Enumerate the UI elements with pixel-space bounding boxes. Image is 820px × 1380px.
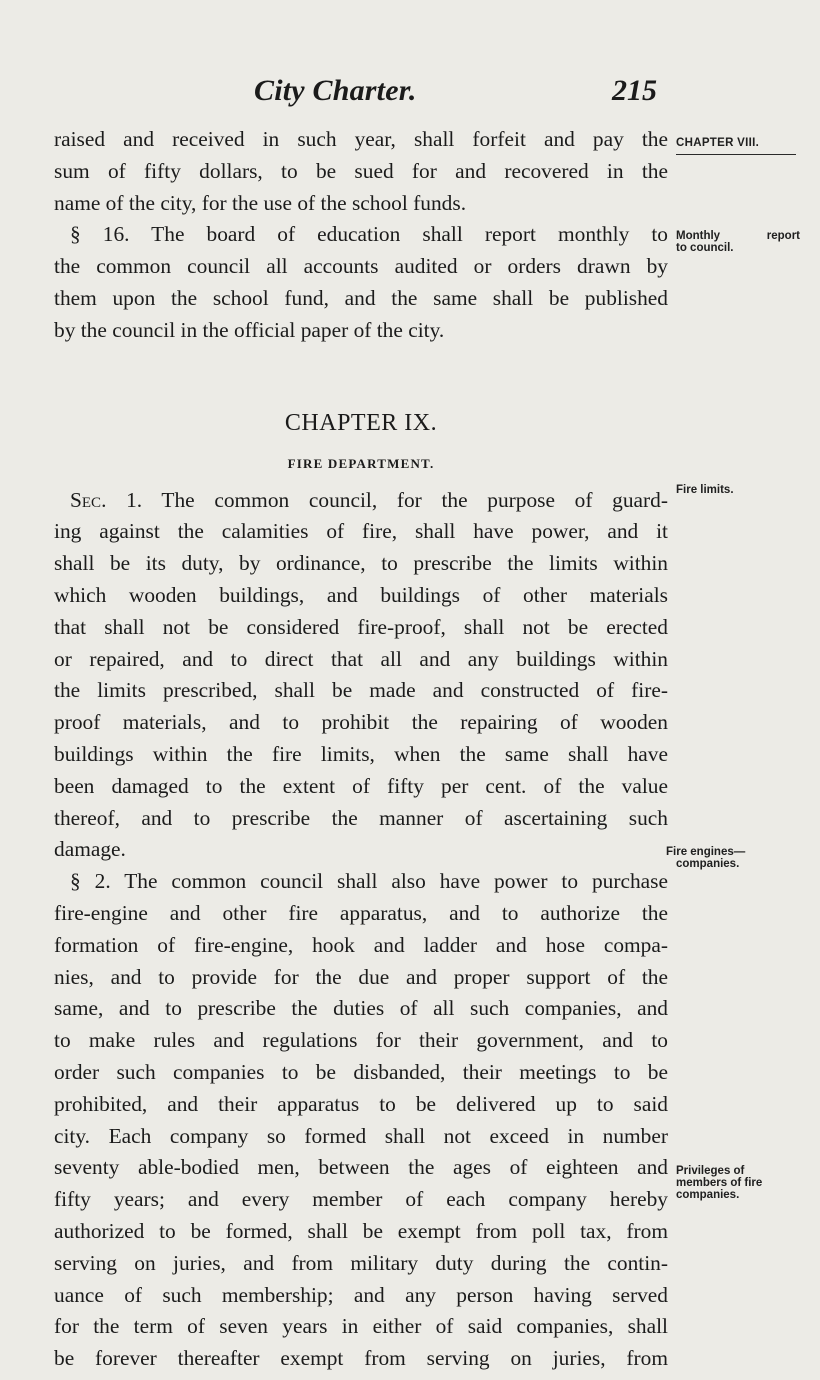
section-16 bbox=[54, 219, 668, 346]
text-line: serving on juries, and from military duty during the contin- bbox=[54, 1250, 668, 1275]
paragraph-continued bbox=[54, 124, 668, 219]
text-line: same, and to prescribe the duties of all such companies, and bbox=[54, 996, 668, 1021]
text-line: proof materials, and to prohibit the repairing of wooden bbox=[54, 710, 668, 735]
section-2 bbox=[54, 866, 668, 1375]
running-head bbox=[0, 74, 820, 114]
text-line: for the term of seven years in either of said companies, shall bbox=[54, 1314, 668, 1339]
text-line: fifty years; and every member of each company hereby bbox=[54, 1187, 668, 1212]
text-line: uance of such membership; and any person having served bbox=[54, 1282, 668, 1307]
text-line: or repaired, and to direct that all and any buildings within bbox=[54, 646, 668, 671]
text-line: fire-engine and other fire apparatus, and to authorize the bbox=[54, 900, 668, 925]
text-line: city. Each company so formed shall not exceed in number bbox=[54, 1123, 668, 1148]
text-line: to make rules and regulations for their government, and to bbox=[54, 1028, 668, 1053]
running-head-title: City Charter. bbox=[254, 74, 417, 107]
text-line: seventy able-bodied men, between the ages of eighteen and bbox=[54, 1155, 668, 1180]
margin-note-line: Monthly report bbox=[676, 230, 800, 242]
text-line: § 16. The board of education shall report monthly to bbox=[70, 222, 668, 247]
margin-note-fire-engines bbox=[666, 846, 802, 870]
text-run: 1. The common council, for the purpose of guard- bbox=[106, 487, 668, 512]
text-line: that shall not be considered fire-proof, shall not be erected bbox=[54, 614, 668, 639]
text-line: sum of fifty dollars, to be sued for and recovered in the bbox=[54, 158, 668, 183]
spacer bbox=[54, 347, 668, 403]
margin-note-line: Privileges of bbox=[676, 1165, 745, 1177]
text-line: which wooden buildings, and buildings of other materials bbox=[54, 582, 668, 607]
text-line: thereof, and to prescribe the manner of ascertaining such bbox=[54, 805, 668, 830]
text-line: order such companies to be disbanded, their meetings to be bbox=[54, 1059, 668, 1084]
margin-rule bbox=[676, 154, 796, 155]
text-line: by the council in the official paper of the city. bbox=[54, 317, 445, 342]
text-line: damage. bbox=[54, 837, 126, 862]
text-line: authorized to be formed, shall be exempt from poll tax, from bbox=[54, 1218, 668, 1243]
text-line: nies, and to provide for the due and proper support of the bbox=[54, 964, 668, 989]
section-1 bbox=[54, 485, 668, 867]
text-line: shall be its duty, by ordinance, to prescribe the limits within bbox=[54, 551, 668, 576]
chapter-heading: CHAPTER IX. bbox=[284, 409, 438, 436]
margin-chapter-reference: CHAPTER VIII. bbox=[676, 137, 760, 149]
text-line: § 2. The common council shall also have power to purchase bbox=[70, 869, 668, 894]
text-line: been damaged to the extent of fifty per cent. of the value bbox=[54, 773, 668, 798]
text-line: name of the city, for the use of the school funds. bbox=[54, 190, 467, 215]
margin-note-line: companies. bbox=[676, 1189, 740, 1201]
text-line: buildings within the fire limits, when the same shall have bbox=[54, 741, 668, 766]
text-line: the limits prescribed, shall be made and constructed of fire- bbox=[54, 678, 668, 703]
margin-note-monthly-report bbox=[676, 230, 800, 254]
text-line: the common council all accounts audited or orders drawn by bbox=[54, 254, 668, 279]
text-line: raised and received in such year, shall forfeit and pay the bbox=[54, 127, 668, 151]
text-line: be forever thereafter exempt from serving on juries, from bbox=[54, 1346, 668, 1371]
text-line: them upon the school fund, and the same shall be published bbox=[54, 285, 668, 310]
text-line bbox=[54, 485, 668, 517]
text-line: prohibited, and their apparatus to be delivered up to said bbox=[54, 1091, 668, 1116]
margin-note-fire-limits: Fire limits. bbox=[676, 484, 734, 496]
section-label: Sec. bbox=[70, 487, 107, 512]
text-line: ing against the calamities of fire, shall have power, and it bbox=[54, 519, 668, 544]
margin-note-line: Fire engines— bbox=[666, 846, 746, 858]
margin-note-privileges bbox=[676, 1165, 800, 1201]
margin-note-line: companies. bbox=[676, 858, 740, 870]
margin-note-line: to council. bbox=[676, 242, 734, 254]
page-number: 215 bbox=[612, 74, 657, 107]
text-line: formation of fire-engine, hook and ladder and hose compa- bbox=[54, 932, 668, 957]
chapter-subheading: FIRE DEPARTMENT. bbox=[287, 455, 435, 471]
margin-note-line: members of fire bbox=[676, 1177, 763, 1189]
body-text bbox=[54, 124, 668, 1375]
